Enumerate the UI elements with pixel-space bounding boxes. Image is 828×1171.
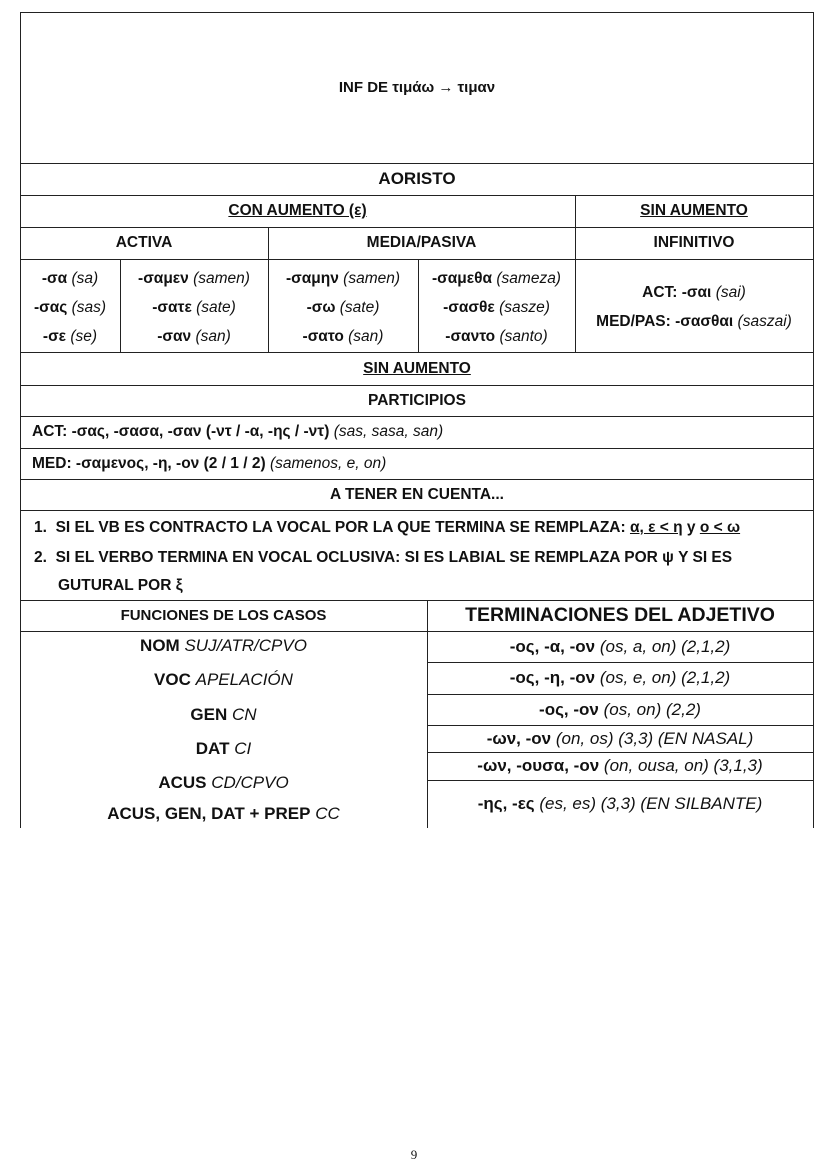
adjetivo-row: -ων, -ον (on, os) (3,3) (EN NASAL)	[486, 728, 754, 748]
caso-row: NOM SUJ/ATR/CPVO	[140, 636, 307, 655]
aoristo-title: AORISTO	[378, 169, 456, 188]
participios-sin-aumento: SIN AUMENTO	[363, 359, 471, 377]
ending-row: -σω (sate)	[306, 299, 380, 316]
ending-row: -σατο (san)	[302, 328, 384, 345]
con-aumento-header: CON AUMENTO (ε)	[228, 202, 367, 219]
ending-row: -σαν (san)	[157, 328, 231, 345]
adjetivo-row: -ος, -η, -ον (os, e, on) (2,1,2)	[509, 668, 731, 687]
activa-plural-cell	[120, 264, 268, 351]
infinitive-medpas: MED/PAS: -σασθαι (saszai)	[596, 313, 792, 330]
ending-row: -σε (se)	[42, 328, 98, 345]
media-singular-cell	[268, 264, 418, 351]
caso-row: ACUS CD/CPVO	[158, 773, 289, 792]
caso-row: VOC APELACIÓN	[154, 670, 293, 689]
ending-row: -σαμεν (samen)	[138, 270, 250, 287]
ending-row: -σαμην (samen)	[285, 270, 401, 287]
adjetivo-row: -ος, -ον (os, on) (2,2)	[539, 699, 701, 719]
adjetivo-row: -ων, -ουσα, -ον (on, ousa, on) (3,1,3)	[477, 756, 763, 775]
caso-row: GEN CN	[190, 705, 257, 724]
casos-list	[20, 631, 427, 828]
activa-header: ACTIVA	[115, 234, 173, 251]
caso-row: ACUS, GEN, DAT + PREP CC	[107, 804, 340, 823]
media-plural-cell	[418, 264, 575, 351]
participios-title: PARTICIPIOS	[368, 391, 466, 409]
caso-row: DAT CI	[195, 739, 252, 758]
note-item-2: 2. SI EL VERBO TERMINA EN VOCAL OCLUSIVA: SI ES LABIAL SE REMPLAZA POR ψ Y SI ES	[34, 549, 733, 566]
ending-row: -σας (sas)	[33, 299, 107, 316]
participio-med: MED: -σαμενος, -η, -ον (2 / 1 / 2) (samenos, e, on)	[32, 455, 387, 472]
infinitivo-header: INFINITIVO	[653, 234, 735, 251]
ending-row: -σασθε (sasze)	[443, 299, 550, 316]
activa-singular-cell	[20, 264, 120, 351]
page-number: 9	[410, 1147, 418, 1162]
infinitivo-cell	[575, 259, 813, 352]
adjetivo-row: -ης, -ες (es, es) (3,3) (EN SILBANTE)	[477, 794, 763, 813]
note-item-1: 1. SI EL VB ES CONTRACTO LA VOCAL POR LA QUE TERMINA SE REMPLAZA: α, ε < η y ο < ω	[34, 519, 741, 536]
adjetivo-title: TERMINACIONES DEL ADJETIVO	[465, 604, 775, 626]
notes-title: A TENER EN CUENTA...	[330, 485, 504, 503]
casos-title: FUNCIONES DE LOS CASOS	[120, 607, 327, 624]
page-title: INF DE τιμάω → τιμαν	[338, 79, 496, 96]
adjetivo-row: -ος, -α, -ον (os, a, on) (2,1,2)	[509, 636, 731, 656]
sin-aumento-header: SIN AUMENTO	[640, 202, 748, 219]
note-item-2-cont: GUTURAL POR ξ	[58, 577, 183, 594]
ending-row: -σα (sa)	[41, 270, 99, 287]
media-pasiva-header: MEDIA/PASIVA	[366, 234, 477, 251]
participio-act: ACT: -σας, -σασα, -σαν (-ντ / -α, -ης / -ντ) (sas, sasa, san)	[32, 423, 444, 440]
ending-row: -σαμεθα (sameza)	[432, 270, 561, 287]
ending-row: -σαντο (santo)	[445, 328, 548, 345]
ending-row: -σατε (sate)	[152, 299, 236, 316]
infinitive-act: ACT: -σαι (sai)	[642, 284, 746, 301]
